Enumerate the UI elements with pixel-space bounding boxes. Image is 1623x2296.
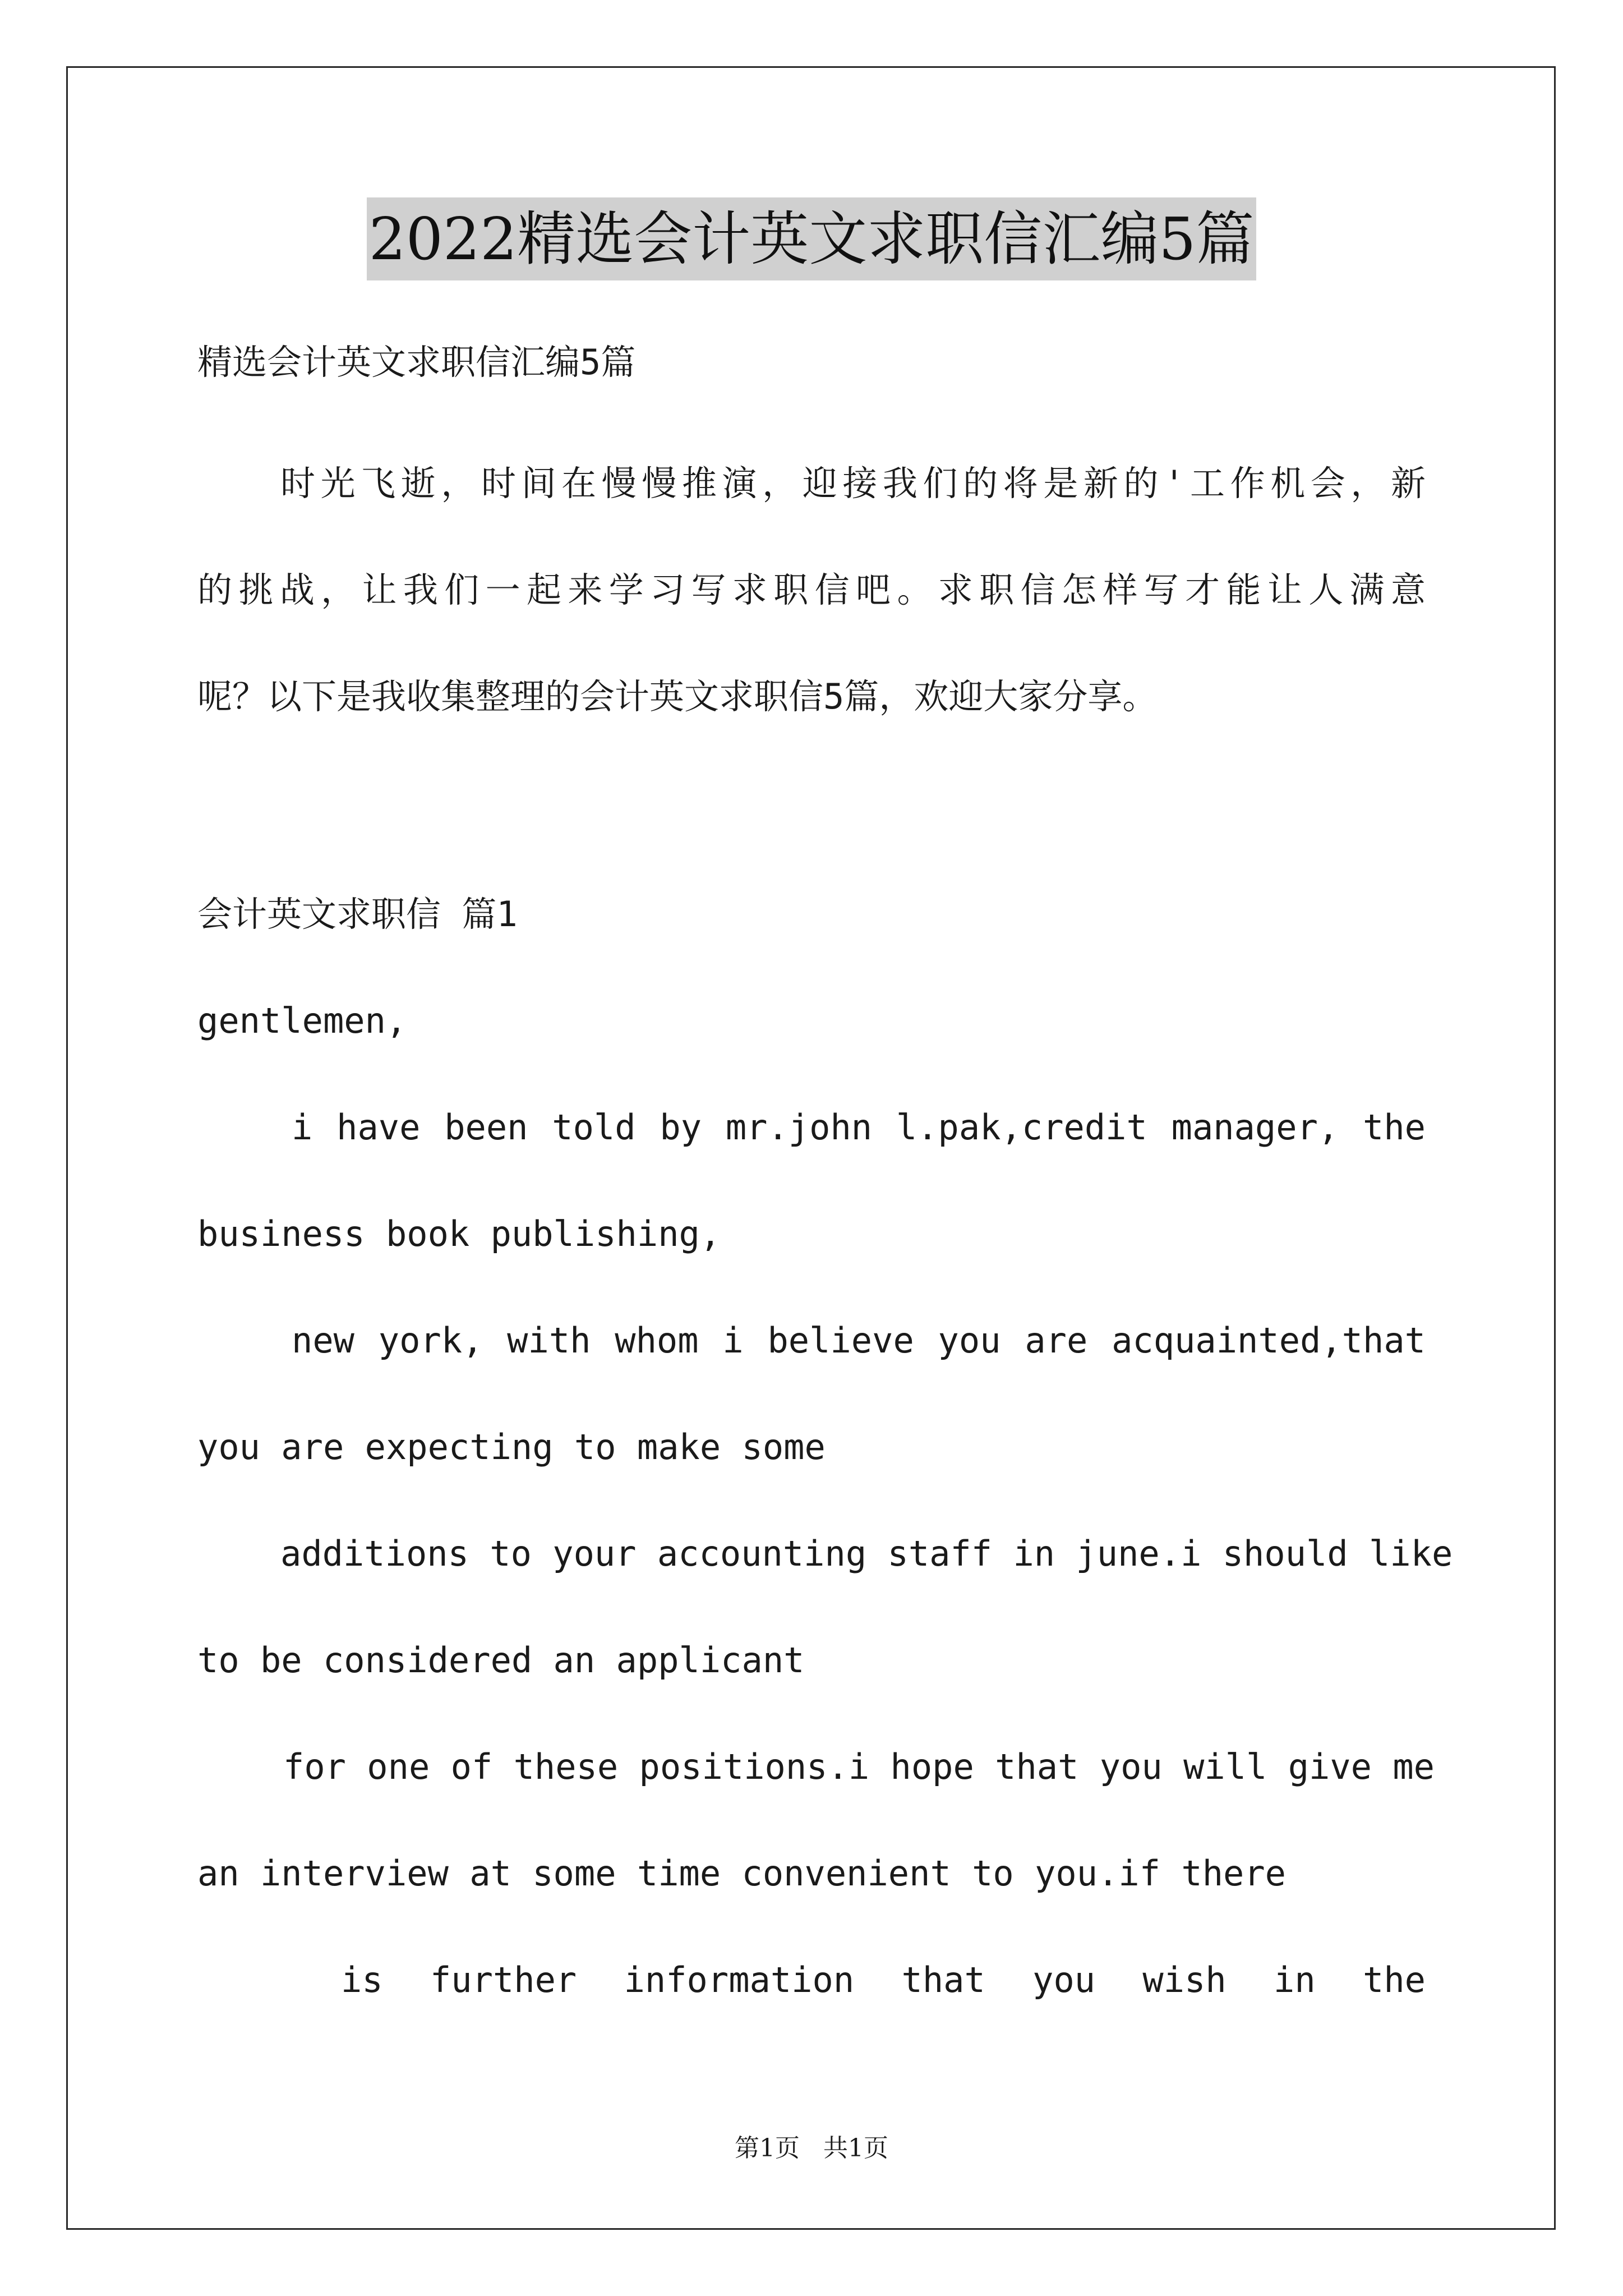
letter-line-5: you are expecting to make some (197, 1427, 826, 1467)
letter-line-6: additions to your accounting staff in june.i should like (280, 1533, 1453, 1574)
title-container (0, 197, 1623, 280)
intro-line-1: 时光飞逝，时间在慢慢推演，迎接我们的将是新的'工作机会，新 (280, 463, 1426, 504)
letter-line-3: business book publishing, (197, 1213, 721, 1254)
letter-line-4: new york, with whom i believe you are acquainted,that (292, 1320, 1426, 1361)
document-title: 2022精选会计英文求职信汇编5篇 (367, 197, 1257, 280)
subtitle-line: 精选会计英文求职信汇编5篇 (197, 342, 636, 383)
letter-line-9: an interview at some time convenient to you.if there (197, 1853, 1287, 1894)
intro-line-3: 呢？以下是我收集整理的会计英文求职信5篇，欢迎大家分享。 (197, 676, 1158, 717)
letter-line-8: for one of these positions.i hope that you will give me (283, 1746, 1435, 1787)
page-footer: 第1页 共1页 (735, 2134, 888, 2162)
letter-line-1: gentlemen, (197, 1000, 407, 1041)
letter-line-7: to be considered an applicant (197, 1640, 805, 1681)
letter-line-10: is further information that you wish in the (341, 1959, 1426, 2000)
letter-line-2: i have been told by mr.john l.pak,credit manager, the (292, 1107, 1426, 1148)
section-heading: 会计英文求职信 篇1 (197, 894, 518, 935)
intro-line-2: 的挑战，让我们一起来学习写求职信吧。求职信怎样写才能让人满意 (197, 569, 1426, 610)
